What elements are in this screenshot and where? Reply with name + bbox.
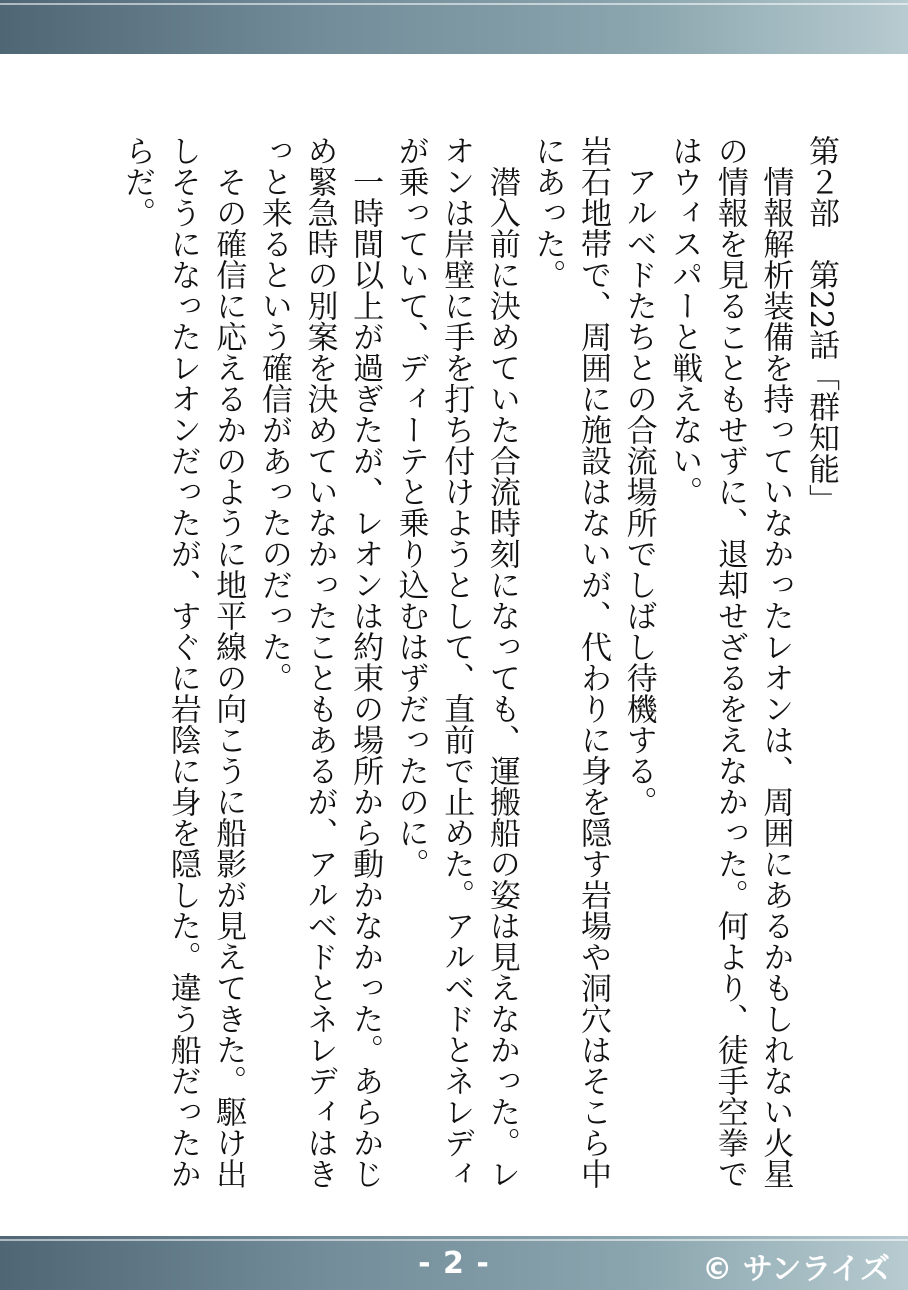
paragraph: その確信に応えるかのように地平線の向こうに船影が見えてきた。駆け出しそうになったレオンだったが、すぐに岩陰に身を隠した。違う船だったからだ。 bbox=[119, 135, 247, 1189]
chapter-title: 第２部 第22話「群知能」 bbox=[803, 135, 839, 516]
paragraph: 潜入前に決めていた合流時刻になっても、運搬船の姿は見えなかった。レオンは岸壁に手を打ち付けようとして、直前で止めた。アルベドとネレディが乗っていて、ディーテと乗り込むはずだったのに。 bbox=[392, 135, 520, 1189]
copyright-notice: © サンライズ bbox=[702, 1252, 890, 1287]
paragraph: 情報解析装備を持っていなかったレオンは、周囲にあるかもしれない火星の情報を見ることもせずに、退却せざるをえなかった。何より、徒手空拳ではウィスパーと戦えない。 bbox=[666, 135, 794, 1189]
paragraph: 岩石地帯で、周囲に施設はないが、代わりに身を隠す岩場や洞穴はそこら中にあった。 bbox=[529, 135, 612, 1189]
page-number: - 2 - bbox=[418, 1246, 490, 1281]
paragraph: 一時間以上が過ぎたが、レオンは約束の場所から動かなかった。あらかじめ緊急時の別案を決めていなかったこともあるが、アルベドとネレディはきっと来るという確信があったのだった。 bbox=[255, 135, 384, 1189]
header-band bbox=[0, 0, 908, 54]
paragraph: アルベドたちとの合流場所でしばし待機する。 bbox=[620, 166, 657, 817]
vertical-text-body bbox=[63, 135, 843, 1215]
footer-band bbox=[0, 1236, 908, 1290]
